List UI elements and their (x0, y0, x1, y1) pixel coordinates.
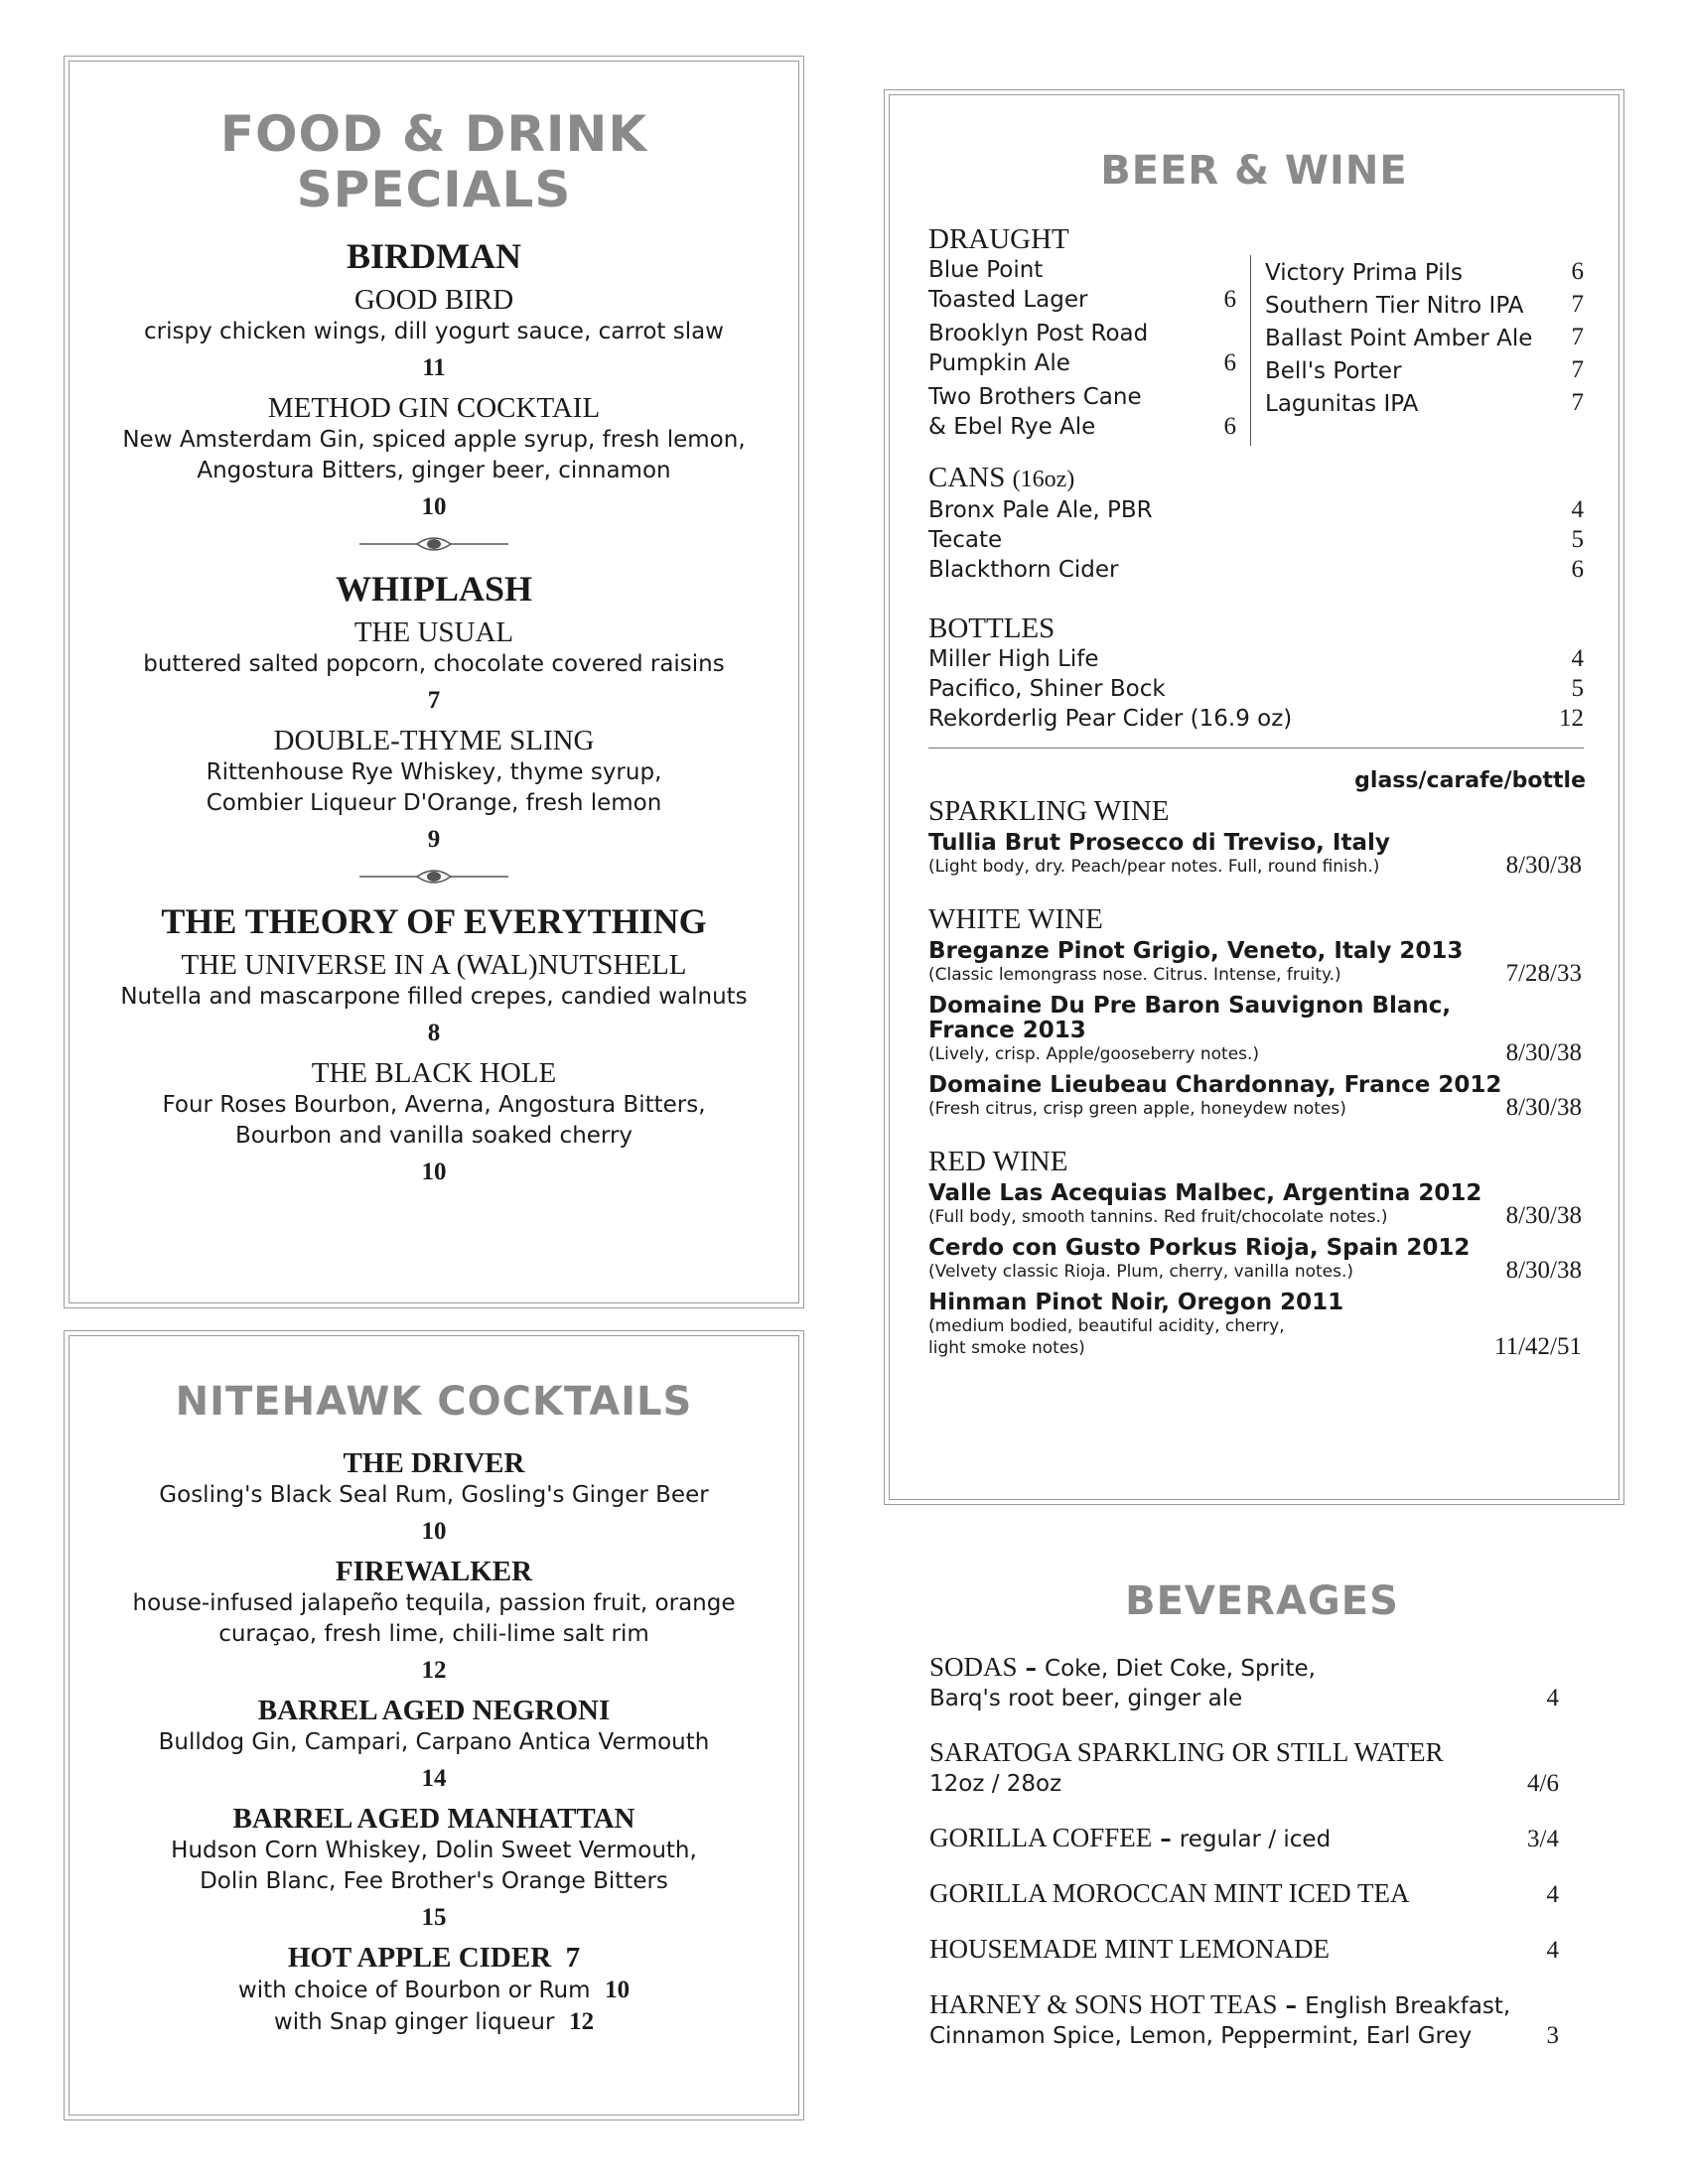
cocktail-desc: Hudson Corn Whiskey, Dolin Sweet Vermouth, (171, 1838, 697, 1863)
wine-note: (Fresh citrus, crisp green apple, honeydew notes) (928, 1099, 1346, 1119)
special-item-desc: Four Roses Bourbon, Averna, Angostura Bitters, (162, 1092, 706, 1118)
beverage-detail: Coke, Diet Coke, Sprite, (1045, 1656, 1316, 1682)
beer-item-price: 4 (1571, 645, 1584, 672)
cans-section (928, 462, 1584, 585)
cider-option (65, 2006, 803, 2038)
wine-name: Domaine Du Pre Baron Sauvignon Blanc, (928, 993, 1452, 1019)
draught-name-line: Brooklyn Post Road (928, 321, 1149, 346)
wine-item (928, 1291, 1586, 1359)
cocktail-desc: Bulldog Gin, Campari, Carpano Antica Vermouth (158, 1729, 710, 1755)
draught-item-price: 7 (1571, 356, 1584, 383)
cocktails-list (65, 1446, 803, 1933)
wine-item (928, 831, 1586, 878)
draught-item (1265, 386, 1584, 419)
special-item-price: 10 (421, 493, 447, 520)
draught-item (1265, 321, 1584, 353)
cider-option-text: with choice of Bourbon or Rum (237, 1978, 591, 2003)
wine-heading: RED WINE (928, 1146, 1068, 1177)
beverage-title: SODAS (929, 1652, 1018, 1682)
wine-section-block (928, 795, 1586, 878)
wine-heading: WHITE WINE (928, 903, 1103, 935)
wine-note: (Light body, dry. Peach/pear notes. Full, round finish.) (928, 857, 1380, 877)
specials-films (65, 235, 803, 1187)
beverage-sep: – (1017, 1656, 1046, 1682)
film-title: WHIPLASH (335, 569, 533, 609)
draught-item-price: 6 (1571, 258, 1584, 285)
wine-item-text (928, 1073, 1501, 1120)
wine-note: (Full body, smooth tannins. Red fruit/chocolate notes.) (928, 1207, 1388, 1227)
wine-item-text (928, 939, 1463, 986)
beverage-text (929, 1989, 1510, 2051)
cider-option-text: with Snap ginger liqueur (273, 2009, 555, 2035)
cocktail-price: 14 (421, 1765, 447, 1792)
wine-price: 8/30/38 (1505, 1094, 1582, 1121)
beverage-text (929, 1652, 1316, 1713)
beverage-line1 (929, 1823, 1331, 1854)
specials-title-line1: FOOD & DRINK (219, 105, 648, 163)
wine-name: Domaine Lieubeau Chardonnay, France 2012 (928, 1072, 1502, 1098)
special-item-name: DOUBLE-THYME SLING (273, 725, 595, 756)
price-legend: glass/carafe/bottle (1354, 768, 1586, 793)
cocktail-item (65, 1694, 803, 1794)
beverage-line2: 12oz / 28oz (929, 1771, 1062, 1797)
beer-item (928, 674, 1584, 704)
cocktail-desc: Gosling's Black Seal Rum, Gosling's Ginger Beer (159, 1482, 709, 1508)
beer-wine-title: BEER & WINE (1100, 148, 1408, 194)
beverage-item (929, 1934, 1575, 1966)
special-item-desc: Combier Liqueur D'Orange, fresh lemon (206, 790, 662, 816)
special-item-desc: buttered salted popcorn, chocolate covered raisins (143, 651, 725, 677)
cider-option-price: 10 (605, 1977, 631, 2003)
beer-item-price: 5 (1571, 526, 1584, 553)
special-item-price: 8 (427, 1020, 441, 1046)
wine-note: (medium bodied, beautiful acidity, cherry, (928, 1316, 1285, 1336)
draught-left-column (928, 255, 1251, 446)
beer-item-name: Rekorderlig Pear Cider (16.9 oz) (928, 706, 1293, 732)
film-block (65, 235, 803, 522)
draught-item-price: 7 (1571, 324, 1584, 350)
cans-list (928, 495, 1584, 585)
wine-list (928, 795, 1586, 1359)
beverage-title: HOUSEMADE MINT LEMONADE (929, 1934, 1330, 1964)
bottles-heading: BOTTLES (928, 613, 1055, 644)
draught-item-name (928, 382, 1142, 442)
draught-name-line: Blue Point (928, 257, 1044, 283)
special-item-desc: Angostura Bitters, ginger beer, cinnamon (197, 458, 671, 483)
beer-item (928, 495, 1584, 525)
draught-item (1265, 353, 1584, 386)
beverage-item (929, 1652, 1575, 1713)
beverages-section (929, 1578, 1575, 2075)
film-title: THE THEORY OF EVERYTHING (161, 901, 707, 941)
draught-name-line: Pumpkin Ale (928, 350, 1070, 376)
wine-item-text (928, 831, 1390, 878)
wine-name: France 2013 (928, 1018, 1086, 1043)
wine-item-text (928, 1181, 1481, 1228)
cocktail-item (65, 1802, 803, 1933)
bottles-section (928, 613, 1584, 734)
draught-item-name (928, 319, 1148, 378)
special-item-price: 9 (427, 826, 441, 853)
beverage-text (929, 1737, 1444, 1799)
beverage-text (929, 1934, 1330, 1966)
cocktail-price: 15 (421, 1904, 447, 1931)
wine-item-text (928, 1291, 1343, 1359)
wine-item-text (928, 994, 1451, 1065)
beer-wine-panel (884, 89, 1624, 1505)
specials-title (65, 106, 803, 217)
beer-item (928, 704, 1584, 734)
draught-section (928, 223, 1584, 446)
draught-item-name: Bell's Porter (1265, 358, 1402, 384)
wine-section (928, 767, 1586, 1367)
beverage-item (929, 1878, 1575, 1910)
divider-rule (928, 748, 1584, 749)
wine-name: Valle Las Acequias Malbec, Argentina 2012 (928, 1180, 1482, 1206)
beverage-line2: Cinnamon Spice, Lemon, Peppermint, Earl Grey (929, 2023, 1473, 2049)
draught-item (928, 319, 1236, 378)
beverages-list (929, 1652, 1575, 2051)
cocktails-title: NITEHAWK COCKTAILS (175, 1379, 693, 1425)
beverage-title: GORILLA MOROCCAN MINT ICED TEA (929, 1878, 1410, 1908)
film-block (65, 900, 803, 1187)
beverages-title: BEVERAGES (1125, 1578, 1399, 1624)
beverage-item (929, 1737, 1575, 1799)
cider-option (65, 1975, 803, 2006)
wine-heading: SPARKLING WINE (928, 795, 1170, 827)
cocktail-price: 12 (421, 1657, 447, 1684)
draught-item-price: 6 (1223, 413, 1236, 440)
wine-price: 8/30/38 (1505, 1039, 1582, 1066)
wine-price: 11/42/51 (1494, 1333, 1582, 1360)
cocktail-name: BARREL AGED MANHATTAN (232, 1803, 635, 1835)
beer-item (928, 555, 1584, 585)
special-item-desc: Nutella and mascarpone filled crepes, candied walnuts (120, 984, 748, 1010)
wine-note: (Velvety classic Rioja. Plum, cherry, vanilla notes.) (928, 1262, 1354, 1282)
draught-name-line: Two Brothers Cane (928, 384, 1142, 410)
special-item-name: THE BLACK HOLE (311, 1057, 557, 1089)
beverage-title: HARNEY & SONS HOT TEAS (929, 1989, 1278, 2019)
beverage-text (929, 1823, 1331, 1854)
cocktail-item (65, 1555, 803, 1686)
wine-name: Tullia Brut Prosecco di Treviso, Italy (928, 830, 1390, 856)
beverage-line1 (929, 1934, 1330, 1966)
wine-note: (Classic lemongrass nose. Citrus. Intense, fruity.) (928, 965, 1341, 985)
beverage-line1 (929, 1989, 1510, 2021)
ornament-divider-1 (359, 865, 508, 888)
special-item-price: 10 (421, 1159, 447, 1185)
wine-item (928, 994, 1586, 1065)
film-block (65, 568, 803, 855)
draught-item-name: Southern Tier Nitro IPA (1265, 293, 1524, 319)
cocktail-name: BARREL AGED NEGRONI (257, 1695, 611, 1726)
bottles-list (928, 644, 1584, 734)
beverage-sep: – (1152, 1827, 1180, 1852)
beverage-price: 4/6 (1527, 1770, 1559, 1797)
wine-name: Cerdo con Gusto Porkus Rioja, Spain 2012 (928, 1235, 1471, 1261)
draught-item-price: 7 (1571, 291, 1584, 318)
beverage-detail: English Breakfast, (1305, 1993, 1511, 2019)
beverage-item (929, 1989, 1575, 2051)
beer-item-name: Miller High Life (928, 646, 1099, 672)
beer-item (928, 525, 1584, 555)
beer-item-price: 4 (1571, 496, 1584, 523)
draught-name-line: Toasted Lager (928, 287, 1088, 313)
beer-item-price: 6 (1571, 556, 1584, 583)
wine-item-text (928, 1236, 1470, 1283)
wine-note: light smoke notes) (928, 1338, 1085, 1358)
cocktail-desc: Dolin Blanc, Fee Brother's Orange Bitters (200, 1868, 668, 1894)
draught-heading: DRAUGHT (928, 223, 1069, 255)
beverage-price: 4 (1546, 1881, 1559, 1908)
draught-item-price: 6 (1223, 286, 1236, 313)
wine-price: 8/30/38 (1505, 852, 1582, 879)
draught-item-name: Victory Prima Pils (1265, 260, 1463, 286)
nitehawk-cocktails-panel (64, 1330, 804, 2120)
beverage-line1 (929, 1737, 1444, 1769)
cider-name: HOT APPLE CIDER (287, 1942, 552, 1974)
draught-item-name: Ballast Point Amber Ale (1265, 326, 1533, 351)
wine-note: (Lively, crisp. Apple/gooseberry notes.) (928, 1044, 1260, 1064)
wine-name: Hinman Pinot Noir, Oregon 2011 (928, 1290, 1344, 1315)
draught-item-price: 6 (1223, 349, 1236, 376)
ornament-divider-0 (359, 532, 508, 556)
cans-size: (16oz) (1012, 467, 1075, 492)
beverage-text (929, 1878, 1410, 1910)
cider-options (65, 1975, 803, 2038)
beer-item-name: Pacifico, Shiner Bock (928, 676, 1166, 702)
film-title: BIRDMAN (347, 236, 521, 276)
beverage-line2: Barq's root beer, ginger ale (929, 1686, 1243, 1711)
special-item-name: THE USUAL (353, 616, 514, 648)
draught-item (928, 255, 1236, 315)
wine-item (928, 1236, 1586, 1283)
beverage-line1 (929, 1652, 1316, 1684)
draught-item-name (928, 255, 1087, 315)
wine-price: 8/30/38 (1505, 1257, 1582, 1284)
specials-title-line2: SPECIALS (296, 161, 572, 218)
special-item-desc: Bourbon and vanilla soaked cherry (234, 1123, 633, 1149)
beverage-price: 4 (1546, 1685, 1559, 1711)
special-item-name: THE UNIVERSE IN A (WAL)NUTSHELL (181, 949, 687, 981)
wine-section-block (928, 1146, 1586, 1359)
cocktail-desc: house-infused jalapeño tequila, passion fruit, orange (132, 1590, 736, 1616)
beer-item-name: Tecate (928, 527, 1003, 553)
special-item-price: 11 (422, 354, 446, 381)
wine-price: 7/28/33 (1505, 960, 1582, 987)
cider-option-price: 12 (569, 2008, 595, 2035)
draught-item-price: 7 (1571, 389, 1584, 416)
beverage-price: 3/4 (1527, 1826, 1559, 1852)
draught-item (1265, 255, 1584, 288)
cocktail-desc: curaçao, fresh lime, chili-lime salt rim (218, 1621, 649, 1647)
beverage-title: GORILLA COFFEE (929, 1823, 1153, 1852)
beverage-price: 4 (1546, 1937, 1559, 1964)
cans-heading: CANS (928, 462, 1006, 493)
beverage-sep: – (1277, 1993, 1306, 2019)
beer-item-name: Bronx Pale Ale, PBR (928, 497, 1153, 523)
special-item-desc: crispy chicken wings, dill yogurt sauce, carrot slaw (144, 319, 724, 344)
wine-price: 8/30/38 (1505, 1202, 1582, 1229)
beer-item-price: 5 (1571, 675, 1584, 702)
wine-item (928, 1181, 1586, 1228)
beverage-item (929, 1823, 1575, 1854)
special-item-name: GOOD BIRD (353, 284, 514, 316)
special-item-desc: Rittenhouse Rye Whiskey, thyme syrup, (206, 759, 662, 785)
wine-item (928, 939, 1586, 986)
cocktail-name: FIREWALKER (335, 1556, 533, 1587)
wine-section-block (928, 903, 1586, 1120)
beverage-price: 3 (1546, 2022, 1559, 2049)
special-item-desc: New Amsterdam Gin, spiced apple syrup, fresh lemon, (122, 427, 746, 453)
hot-apple-cider (65, 1941, 803, 2038)
beer-item-name: Blackthorn Cider (928, 557, 1119, 583)
draught-name-line: & Ebel Rye Ale (928, 414, 1096, 440)
special-item-name: METHOD GIN COCKTAIL (267, 392, 601, 424)
beverage-title: SARATOGA SPARKLING OR STILL WATER (929, 1737, 1444, 1767)
draught-item-name: Lagunitas IPA (1265, 391, 1419, 417)
cocktail-price: 10 (421, 1518, 447, 1545)
draught-item (928, 382, 1236, 442)
cocktail-item (65, 1446, 803, 1547)
draught-right-column (1251, 255, 1584, 446)
wine-name: Breganze Pinot Grigio, Veneto, Italy 2013 (928, 938, 1464, 964)
food-drink-specials-panel (64, 56, 804, 1308)
cocktail-name: THE DRIVER (343, 1447, 525, 1479)
wine-item (928, 1073, 1586, 1120)
beverage-line1 (929, 1878, 1410, 1910)
draught-item (1265, 288, 1584, 321)
beer-item-price: 12 (1559, 705, 1584, 732)
cider-price: 7 (565, 1942, 581, 1974)
special-item-price: 7 (427, 687, 441, 714)
beverage-detail: regular / iced (1179, 1827, 1332, 1852)
beer-item (928, 644, 1584, 674)
